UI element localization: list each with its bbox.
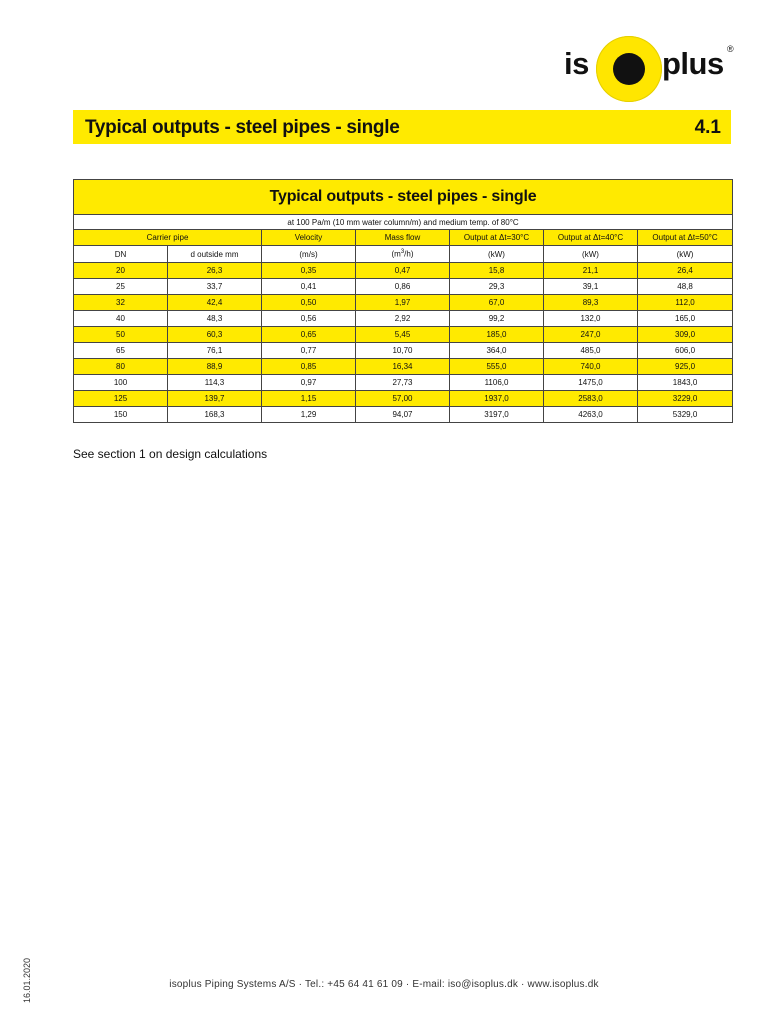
table-row [74, 263, 733, 279]
unit-output-50: (kW) [638, 246, 733, 263]
cell-mass-flow: 1,97 [356, 295, 450, 311]
cell-velocity: 0,35 [262, 263, 356, 279]
table-row [74, 343, 733, 359]
table-subtitle-row [74, 215, 733, 230]
cell-output-30: 3197,0 [450, 407, 544, 423]
cell-output-30: 29,3 [450, 279, 544, 295]
cell-output-50: 48,8 [638, 279, 733, 295]
cell-dn: 32 [74, 295, 168, 311]
cell-velocity: 0,65 [262, 327, 356, 343]
cell-d-outside: 88,9 [168, 359, 262, 375]
cell-output-30: 67,0 [450, 295, 544, 311]
cell-mass-flow: 0,86 [356, 279, 450, 295]
header-carrier-pipe: Carrier pipe [74, 230, 262, 246]
cell-dn: 65 [74, 343, 168, 359]
table-row [74, 375, 733, 391]
cell-velocity: 1,15 [262, 391, 356, 407]
table-caption: Typical outputs - steel pipes - single [74, 180, 733, 215]
cell-d-outside: 76,1 [168, 343, 262, 359]
unit-mass-flow [356, 246, 450, 263]
cell-output-50: 5329,0 [638, 407, 733, 423]
cell-mass-flow: 10,70 [356, 343, 450, 359]
header-velocity: Velocity [262, 230, 356, 246]
cell-output-40: 740,0 [544, 359, 638, 375]
cell-dn: 80 [74, 359, 168, 375]
cell-dn: 150 [74, 407, 168, 423]
cell-output-40: 2583,0 [544, 391, 638, 407]
cell-velocity: 0,50 [262, 295, 356, 311]
cell-velocity: 1,29 [262, 407, 356, 423]
table-row [74, 391, 733, 407]
header-output-30: Output at Δt=30°C [450, 230, 544, 246]
table-header-row [74, 230, 733, 246]
cell-output-50: 925,0 [638, 359, 733, 375]
unit-mass-flow-sup: 3 [400, 249, 405, 256]
table-row [74, 327, 733, 343]
cell-output-50: 112,0 [638, 295, 733, 311]
cell-d-outside: 26,3 [168, 263, 262, 279]
cell-d-outside: 48,3 [168, 311, 262, 327]
design-note: See section 1 on design calculations [73, 447, 268, 461]
cell-velocity: 0,41 [262, 279, 356, 295]
cell-output-40: 89,3 [544, 295, 638, 311]
unit-velocity: (m/s) [262, 246, 356, 263]
logo-ring-icon [596, 36, 662, 102]
cell-output-30: 99,2 [450, 311, 544, 327]
cell-output-30: 15,8 [450, 263, 544, 279]
table-units-row [74, 246, 733, 263]
cell-d-outside: 139,7 [168, 391, 262, 407]
unit-output-30: (kW) [450, 246, 544, 263]
registered-mark: ® [727, 44, 734, 54]
logo-left-text: is [564, 46, 589, 81]
unit-output-40: (kW) [544, 246, 638, 263]
cell-d-outside: 33,7 [168, 279, 262, 295]
cell-output-50: 309,0 [638, 327, 733, 343]
page-title: Typical outputs - steel pipes - single [85, 117, 400, 138]
table-caption-row [74, 180, 733, 215]
unit-dn: DN [74, 246, 168, 263]
cell-dn: 100 [74, 375, 168, 391]
table-subtitle: at 100 Pa/m (10 mm water column/m) and medium temp. of 80°C [74, 215, 733, 230]
isoplus-logo [560, 34, 738, 104]
cell-output-30: 555,0 [450, 359, 544, 375]
cell-velocity: 0,77 [262, 343, 356, 359]
cell-dn: 25 [74, 279, 168, 295]
cell-output-40: 247,0 [544, 327, 638, 343]
cell-mass-flow: 2,92 [356, 311, 450, 327]
unit-mass-flow-post: /h) [404, 249, 414, 259]
cell-d-outside: 60,3 [168, 327, 262, 343]
cell-mass-flow: 0,47 [356, 263, 450, 279]
unit-mass-flow-pre: (m [391, 249, 401, 259]
cell-velocity: 0,56 [262, 311, 356, 327]
table-row [74, 295, 733, 311]
table-row [74, 279, 733, 295]
cell-d-outside: 42,4 [168, 295, 262, 311]
cell-output-40: 21,1 [544, 263, 638, 279]
cell-output-40: 1475,0 [544, 375, 638, 391]
table-row [74, 407, 733, 423]
header-mass-flow: Mass flow [356, 230, 450, 246]
cell-output-50: 3229,0 [638, 391, 733, 407]
cell-output-30: 1937,0 [450, 391, 544, 407]
logo-right-text: plus [662, 46, 724, 81]
cell-mass-flow: 57,00 [356, 391, 450, 407]
cell-velocity: 0,97 [262, 375, 356, 391]
page-title-bar [73, 110, 731, 144]
cell-output-30: 1106,0 [450, 375, 544, 391]
cell-mass-flow: 5,45 [356, 327, 450, 343]
cell-output-50: 1843,0 [638, 375, 733, 391]
cell-dn: 40 [74, 311, 168, 327]
header-output-50: Output at Δt=50°C [638, 230, 733, 246]
cell-output-40: 39,1 [544, 279, 638, 295]
cell-dn: 125 [74, 391, 168, 407]
cell-velocity: 0,85 [262, 359, 356, 375]
cell-output-40: 4263,0 [544, 407, 638, 423]
cell-mass-flow: 27,73 [356, 375, 450, 391]
section-number: 4.1 [694, 117, 721, 138]
cell-d-outside: 114,3 [168, 375, 262, 391]
table-row [74, 359, 733, 375]
outputs-table [73, 179, 733, 423]
cell-dn: 50 [74, 327, 168, 343]
header-output-40: Output at Δt=40°C [544, 230, 638, 246]
logo-dot-icon [613, 53, 645, 85]
cell-output-50: 26,4 [638, 263, 733, 279]
cell-output-50: 606,0 [638, 343, 733, 359]
cell-d-outside: 168,3 [168, 407, 262, 423]
cell-dn: 20 [74, 263, 168, 279]
cell-output-30: 364,0 [450, 343, 544, 359]
print-date: 16.01.2020 [22, 957, 32, 1003]
cell-output-30: 185,0 [450, 327, 544, 343]
cell-output-40: 132,0 [544, 311, 638, 327]
table-row [74, 311, 733, 327]
cell-output-50: 165,0 [638, 311, 733, 327]
cell-mass-flow: 94,07 [356, 407, 450, 423]
cell-mass-flow: 16,34 [356, 359, 450, 375]
cell-output-40: 485,0 [544, 343, 638, 359]
unit-d-outside: d outside mm [168, 246, 262, 263]
page-footer: isoplus Piping Systems A/S · Tel.: +45 64 41 61 09 · E-mail: iso@isoplus.dk · www.isoplus.dk [169, 979, 599, 990]
